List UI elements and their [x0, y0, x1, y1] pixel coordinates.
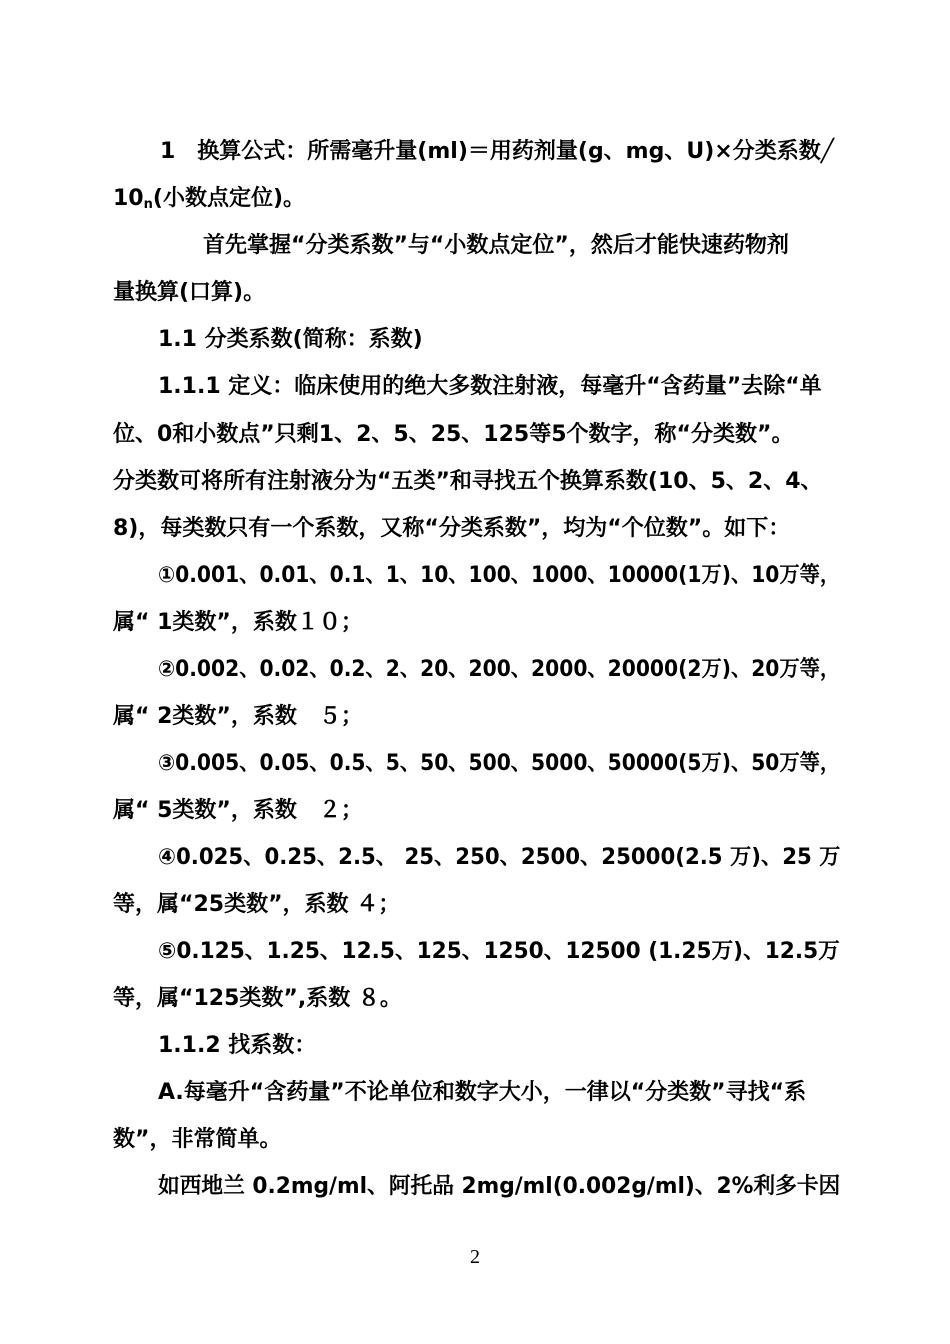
list-item-1-cont: 属“ 1类数”，系数１０；: [113, 610, 363, 635]
formula-line-1: 1 换算公式：所需毫升量(ml)＝用药剂量(g、mg、U)×分类系数╱: [160, 139, 834, 164]
paragraph-line: 数”，非常简单。: [113, 1127, 282, 1152]
formula-line-2: [113, 184, 305, 214]
section-heading-1-1: 1.1 分类系数(简称：系数): [158, 327, 423, 352]
section-heading-1-1-2: 1.1.2 找系数：: [158, 1033, 317, 1058]
page-number: 2: [470, 1246, 480, 1268]
paragraph-line: 如西地兰 0.2mg/ml、阿托品 2mg/ml(0.002g/ml)、2%利多卡因: [158, 1174, 841, 1199]
formula-subscript: n: [143, 197, 153, 212]
paragraph-line: A.每毫升“含药量”不论单位和数字大小，一律以“分类数”寻找“系: [158, 1080, 807, 1105]
paragraph-line: 分类数可将所有注射液分为“五类”和寻找五个换算系数(10、5、2、4、: [113, 469, 823, 494]
list-item-4: ④0.025、0.25、2.5、 25、250、2500、25000(2.5 万)、25 万: [158, 845, 841, 870]
paragraph-line: 1.1.1 定义：临床使用的绝大多数注射液，每毫升“含药量”去除“单: [158, 374, 822, 399]
formula-line-2-text: (小数点定位)。: [152, 186, 306, 211]
list-item-2: ②0.002、0.02、0.2、2、20、200、2000、20000(2万)、20万等，: [158, 657, 841, 682]
list-item-2-cont: 属“ 2类数”，系数 ５；: [113, 704, 363, 729]
formula-base: 10: [113, 186, 144, 211]
list-item-5: ⑤0.125、1.25、12.5、125、1250、12500 (1.25万)、12.5万: [158, 939, 840, 964]
list-item-3: ③0.005、0.05、0.5、5、50、500、5000、50000(5万)、50万等，: [158, 751, 841, 776]
list-item-5-cont: 等，属“125类数”,系数 ８。: [113, 986, 402, 1011]
paragraph-line: 位、0和小数点”只剩1、2、5、25、125等5个数字，称“分类数”。: [113, 422, 794, 447]
paragraph-line: 首先掌握“分类系数”与“小数点定位”，然后才能快速药物剂: [203, 233, 789, 258]
paragraph-line: 8)，每类数只有一个系数，又称“分类系数”，均为“个位数”。如下：: [113, 516, 791, 541]
list-item-3-cont: 属“ 5类数”，系数 ２；: [113, 798, 363, 823]
list-item-4-cont: 等，属“25类数”，系数 ４；: [113, 892, 401, 917]
list-item-1: ①0.001、0.01、0.1、1、10、100、1000、10000(1万)、10万等，: [158, 563, 841, 588]
paragraph-line: 量换算(口算)。: [113, 280, 266, 305]
